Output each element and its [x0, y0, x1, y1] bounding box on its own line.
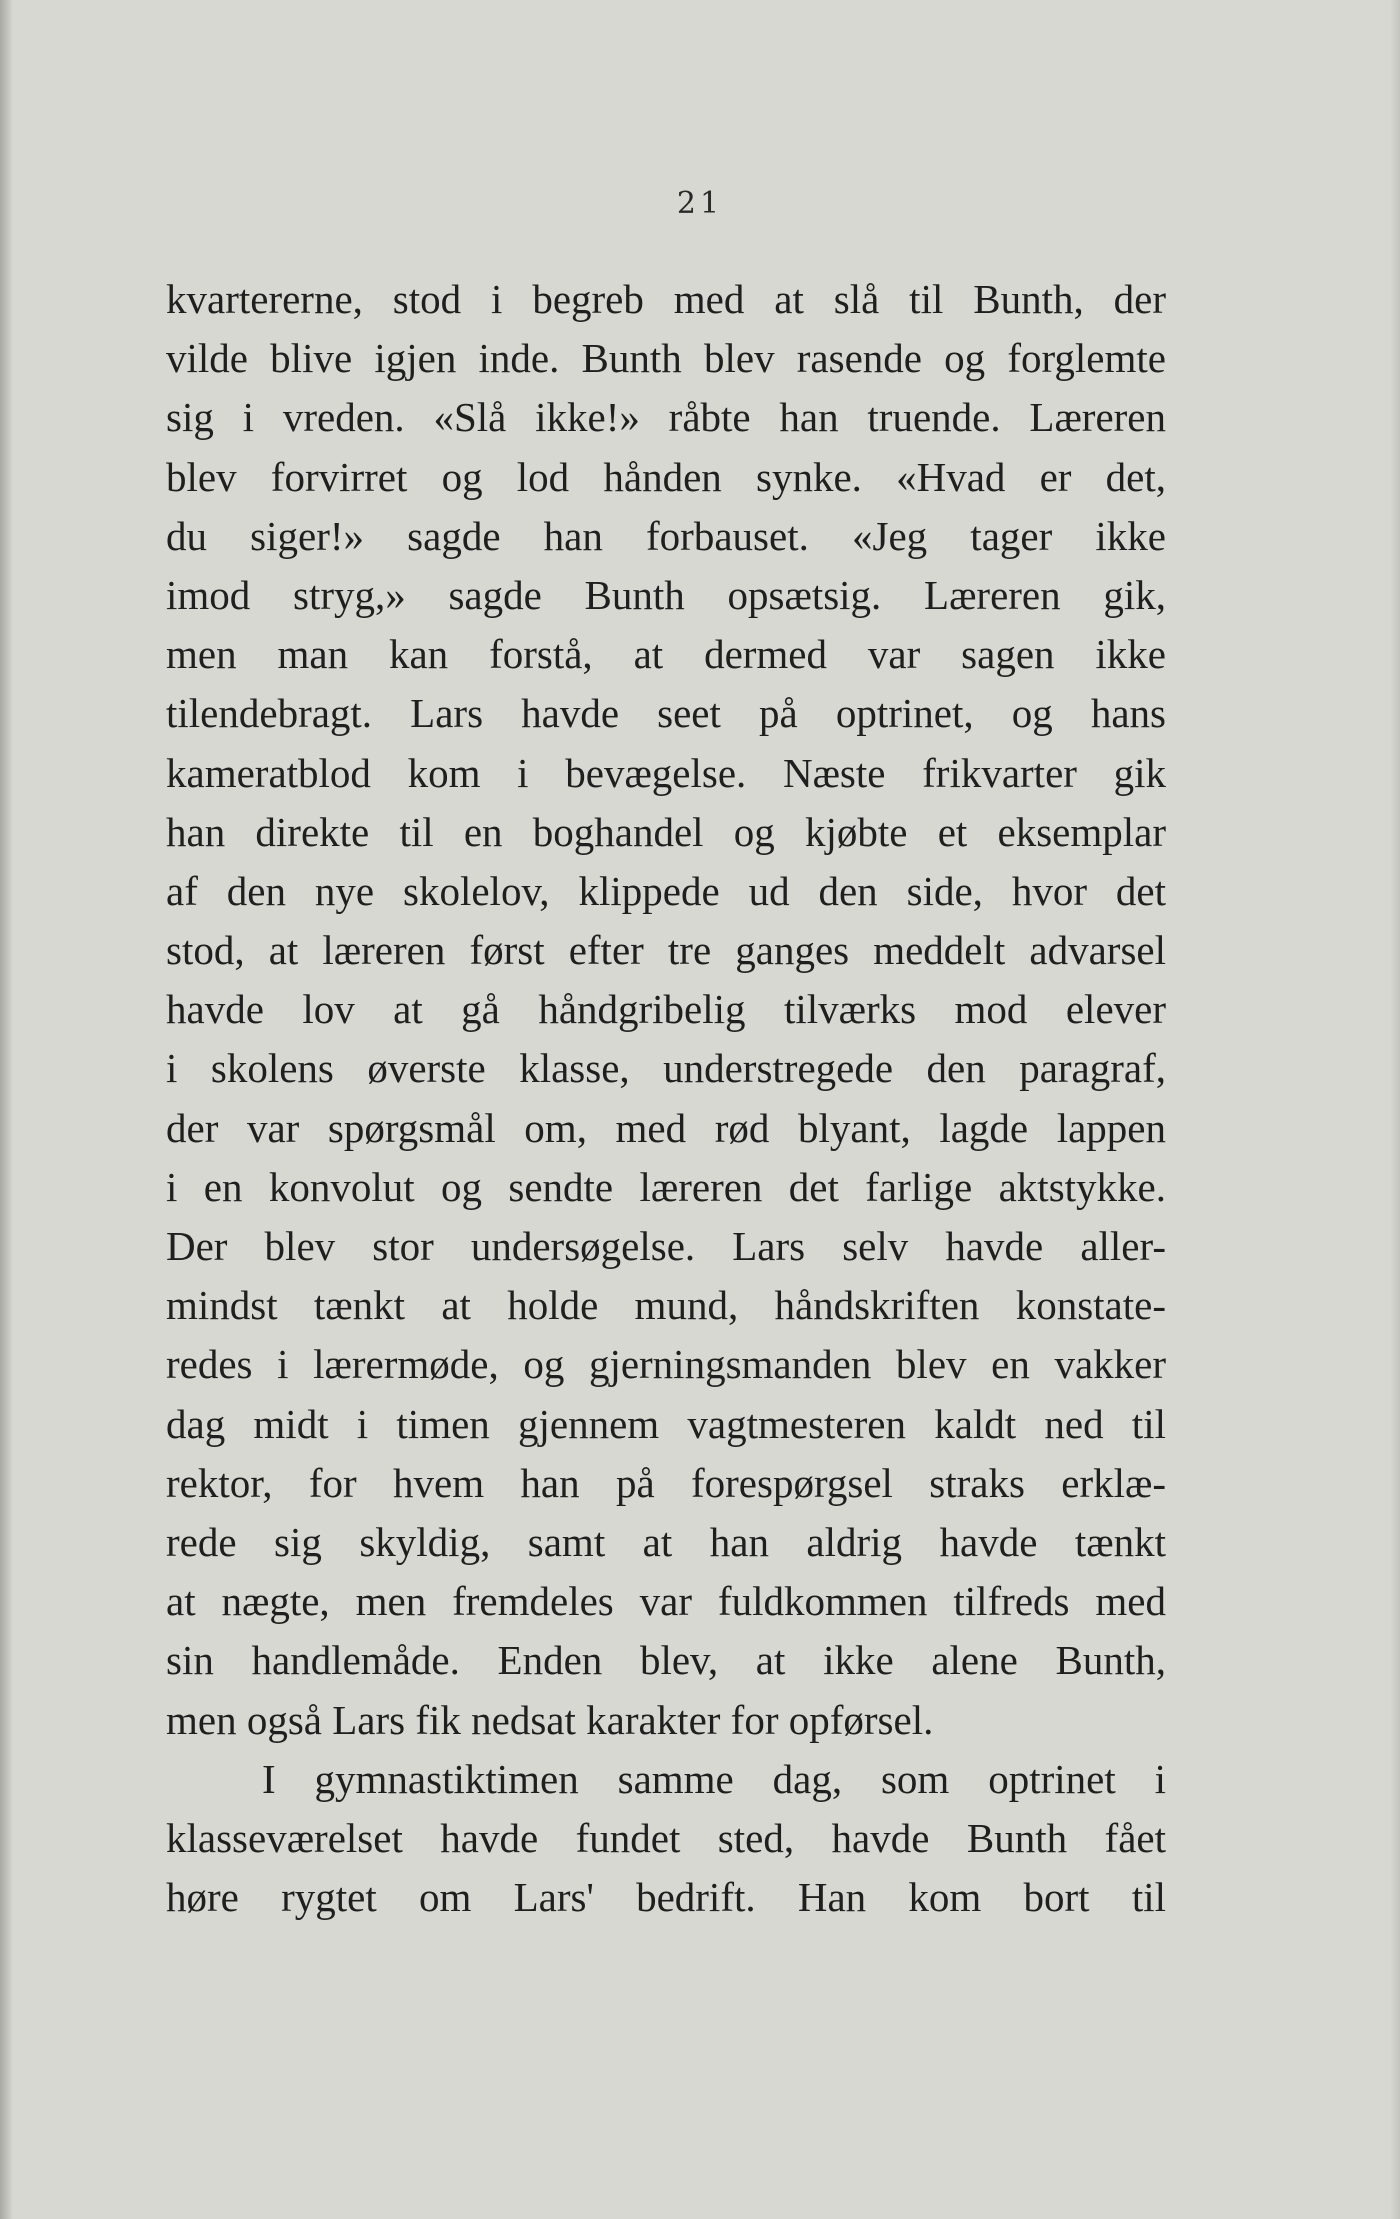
text-line: at nægte, men fremdeles var fuldkommen tilfreds med	[166, 1578, 1166, 1625]
text-line: tilendebragt. Lars havde seet på optrinet, og hans	[166, 690, 1166, 737]
text-line: sig i vreden. «Slå ikke!» råbte han truende. Læreren	[166, 394, 1166, 441]
text-line: men også Lars fik nedsat karakter for opførsel.	[166, 1696, 934, 1743]
text-line: blev forvirret og lod hånden synke. «Hvad er det,	[166, 453, 1166, 500]
text-line: dag midt i timen gjennem vagtmesteren kaldt ned til	[166, 1400, 1166, 1447]
text-line: kvartererne, stod i begreb med at slå til Bunth, der	[166, 276, 1166, 322]
text-line: havde lov at gå håndgribelig tilværks mod elever	[166, 986, 1166, 1033]
text-line: redes i lærermøde, og gjerningsmanden blev en vakker	[166, 1341, 1166, 1388]
page-outer-edge	[1390, 0, 1400, 2219]
page-binding-edge	[0, 0, 12, 2219]
text-line: han direkte til en boghandel og kjøbte et eksemplar	[166, 808, 1166, 855]
text-line: Der blev stor undersøgelse. Lars selv havde aller-	[166, 1223, 1166, 1269]
text-line: høre rygtet om Lars' bedrift. Han kom bort til	[166, 1874, 1166, 1921]
text-line: men man kan forstå, at dermed var sagen ikke	[166, 631, 1166, 678]
text-line: i en konvolut og sendte læreren det farlige aktstykke.	[166, 1163, 1166, 1210]
page-number: 21	[676, 186, 724, 221]
text-line: rektor, for hvem han på forespørgsel straks erklæ-	[166, 1459, 1166, 1506]
text-line: sin handlemåde. Enden blev, at ikke alene Bunth,	[166, 1637, 1166, 1684]
text-line: rede sig skyldig, samt at han aldrig havde tænkt	[166, 1518, 1166, 1565]
body-text	[166, 270, 1166, 1927]
text-line: vilde blive igjen inde. Bunth blev rasende og forglemte	[166, 335, 1166, 382]
text-line: af den nye skolelov, klippede ud den side, hvor det	[166, 867, 1166, 914]
text-line: du siger!» sagde han forbauset. «Jeg tager ikke	[166, 512, 1166, 559]
text-line: imod stryg,» sagde Bunth opsætsig. Læreren gik,	[166, 571, 1166, 618]
text-line: stod, at læreren først efter tre ganges meddelt advarsel	[166, 927, 1166, 974]
text-line: der var spørgsmål om, med rød blyant, lagde lappen	[166, 1104, 1166, 1151]
text-line: mindst tænkt at holde mund, håndskriften konstate-	[166, 1282, 1166, 1329]
text-line: kameratblod kom i bevægelse. Næste frikvarter gik	[166, 749, 1166, 796]
text-line: I gymnastiktimen samme dag, som optrinet i	[262, 1755, 1166, 1802]
text-line: i skolens øverste klasse, understregede den paragraf,	[166, 1045, 1166, 1092]
text-line: klasseværelset havde fundet sted, havde Bunth fået	[166, 1814, 1166, 1861]
